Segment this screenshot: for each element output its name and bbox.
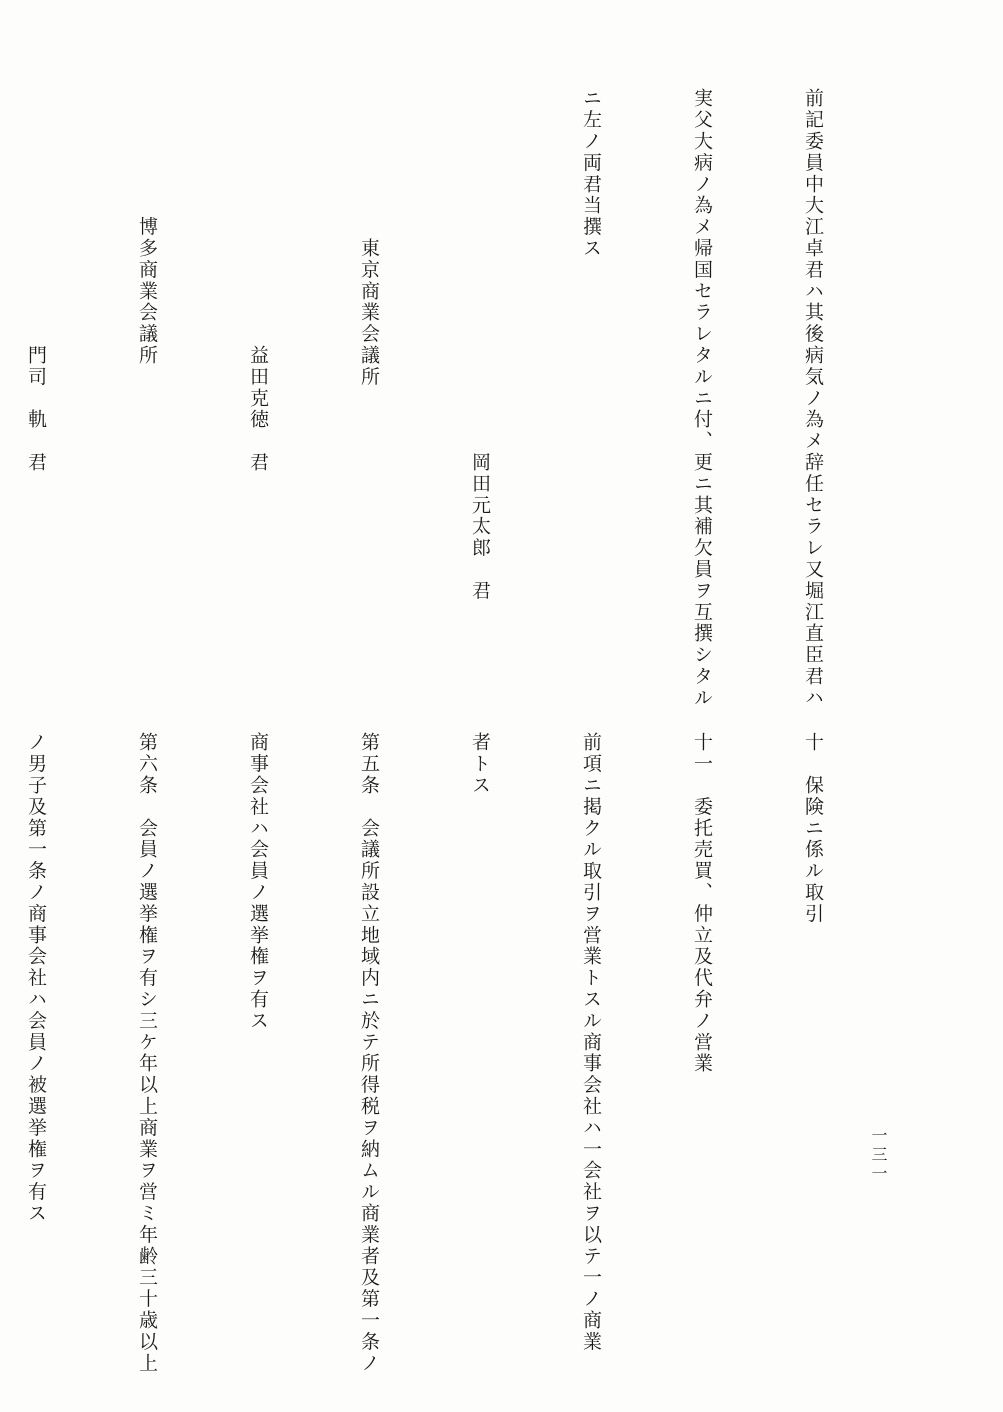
list-item: 十一 委托売買、仲立及代弁ノ営業 bbox=[691, 732, 713, 1075]
text-line: 実父大病ノ為メ帰国セラレタルニ付、更ニ其補欠員ヲ互撰シタル bbox=[691, 88, 713, 709]
upper-text-block bbox=[0, 88, 905, 709]
article-5: 第五条 会議所設立地域内ニ於テ所得税ヲ納ムル商業者及第一条ノ bbox=[358, 732, 380, 1374]
member-name-okada: 岡田元太郎 君 bbox=[469, 88, 491, 602]
text-line: 者トス bbox=[469, 732, 491, 797]
text-line: ニ左ノ両君当撰ス bbox=[580, 88, 602, 260]
page-number: 一三一 bbox=[869, 1127, 888, 1184]
article-6: 第六条 会員ノ選挙権ヲ有シ三ケ年以上商業ヲ営ミ年齢三十歳以上 bbox=[136, 732, 158, 1374]
member-name-masuda: 益田克徳 君 bbox=[247, 88, 269, 474]
text-line: 前項ニ掲クル取引ヲ営業トスル商事会社ハ一会社ヲ以テ一ノ商業 bbox=[580, 732, 602, 1353]
affiliation-tokyo: 東京商業会議所 bbox=[358, 88, 380, 388]
text-line: 商事会社ハ会員ノ選挙権ヲ有ス bbox=[247, 732, 269, 1032]
member-name-moji: 門司 軌 君 bbox=[25, 88, 47, 474]
list-item: 十 保険ニ係ル取引 bbox=[802, 732, 824, 925]
text-line: ノ男子及第一条ノ商事会社ハ会員ノ被選挙権ヲ有ス bbox=[25, 732, 47, 1225]
affiliation-hakata: 博多商業会議所 bbox=[136, 88, 158, 367]
text-line: 前記委員中大江卓君ハ其後病気ノ為メ辞任セラレ又堀江直臣君ハ bbox=[802, 88, 824, 709]
lower-text-block bbox=[0, 732, 905, 1374]
